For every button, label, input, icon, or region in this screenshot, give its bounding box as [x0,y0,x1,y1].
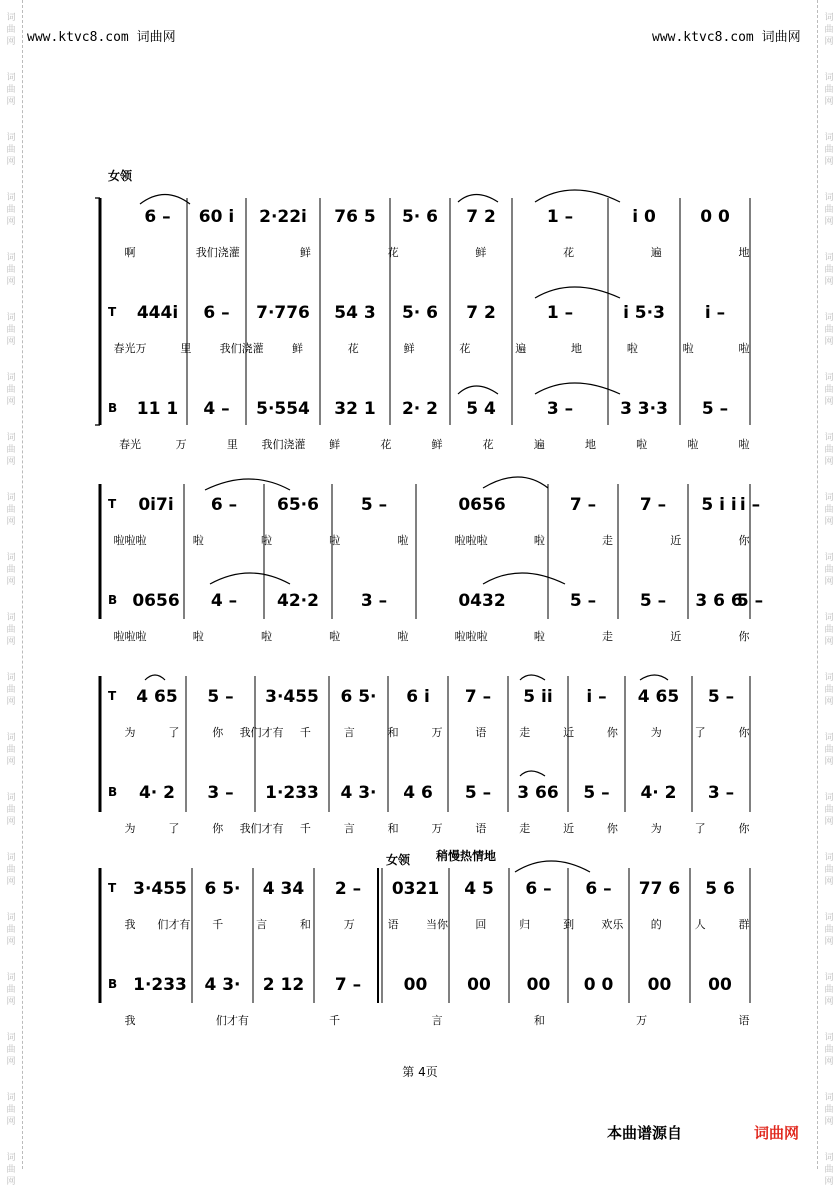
lyric: 鲜 [403,342,415,355]
page-number: 第 4页 [402,1065,438,1079]
lyric: 近 [670,630,682,643]
lyric: 地 [585,438,596,451]
measure-notes: 3 – [707,783,735,803]
lyric: 遍 [533,438,545,451]
watermark-text: 词 曲 网 [824,793,834,827]
watermark-text: 词 曲 网 [824,373,834,407]
measure-notes: 6 – [144,207,171,227]
measure-notes: 3 66 [517,783,559,803]
measure-notes: 4 – [203,399,230,419]
slur [520,771,545,776]
lyric: 啦 [260,534,272,547]
measure-notes: 4· 2 [640,783,677,803]
measure-notes: 6 5· [204,879,241,899]
measure-notes: 65·6 [277,495,319,515]
lyric: 语 [738,1014,750,1027]
measure-notes: 1·233 [265,783,319,803]
measure-notes: 6 – [525,879,552,899]
measure-notes: 3 – [546,399,574,419]
watermark-text: 词 曲 网 [6,913,16,947]
lyric: 到 [563,918,575,931]
lyric: 人 [694,918,706,931]
watermark-text: 词 曲 网 [6,673,16,707]
watermark-text: 词 曲 网 [6,133,16,167]
lyric: 我 [124,1014,136,1027]
lyric: 我们浇灌 [261,438,306,451]
measure-notes: 32 1 [334,399,376,419]
watermark-text: 词 曲 网 [6,793,16,827]
lyric: 语 [387,918,399,931]
part-label: B [108,401,118,415]
lyric: 为 [124,822,136,835]
watermark-text: 词 曲 网 [824,853,834,887]
lyric: 你 [212,822,224,835]
lyric: 啦啦啦 [113,630,147,643]
measure-notes: i – [704,303,726,323]
slur [520,675,545,680]
lyric: 和 [533,1014,545,1027]
measure-notes: 4 5 [464,879,494,899]
lyric: 了 [168,822,180,835]
section-mark: 女领 [108,169,133,183]
watermark-text: 词 曲 网 [824,193,834,227]
measure-notes: 5 – [207,687,234,707]
lyric: 万 [175,438,187,451]
lyric: 回 [475,918,487,931]
measure-notes: 5· 6 [401,207,439,227]
measure-notes: i – [739,495,761,515]
measure-notes: 0 0 [700,207,730,227]
lyric: 为 [650,822,662,835]
lyric: 语 [475,822,487,835]
lyric: 千 [299,726,311,739]
measure-notes: 6 5· [340,687,377,707]
lyric: 地 [738,246,750,259]
measure-notes: 7 – [639,495,667,515]
measure-notes: 00 [647,975,672,995]
slur [140,195,190,205]
watermark-text: 词 曲 网 [824,733,834,767]
lyric: 啦 [738,342,750,355]
lyric: 里 [180,342,192,355]
measure-notes: 4 – [210,591,238,611]
lyric: 里 [226,438,238,451]
measure-notes: 4· 2 [138,783,176,803]
measure-notes: 4 3· [204,975,241,995]
measure-notes: 0321 [391,879,440,899]
watermark-text: 词 曲 网 [824,73,834,107]
lyric: 啦 [192,534,204,547]
slur [483,573,565,584]
lyric: 言 [256,918,268,931]
measure-notes: 5 6 [705,879,735,899]
lyric: 啦 [397,630,409,643]
watermark-text: 词 曲 网 [824,133,834,167]
watermark-text: 词 曲 网 [824,13,834,47]
measure-notes: 5 – [464,783,492,803]
lyric: 和 [387,726,399,739]
lyric: 言 [343,726,355,739]
measure-notes: 4 34 [262,879,305,899]
lyric: 啦 [682,342,694,355]
lyric: 啊 [124,246,136,259]
lyric: 地 [571,342,583,355]
lyric: 为 [124,726,136,739]
measure-notes: 7 – [569,495,597,515]
lyric: 我们浇灌 [195,246,240,259]
watermark-text: 词 曲 网 [6,733,16,767]
lyric: 春光万 [113,342,147,355]
measure-notes: 0656 [458,495,506,515]
measure-notes: 4 6 [403,783,433,803]
measure-notes: 7·776 [256,303,310,323]
lyric: 和 [387,822,399,835]
lyric: 万 [343,918,355,931]
lyric: 你 [606,822,618,835]
measure-notes: 5 ii [523,687,553,707]
lyric: 啦啦啦 [454,534,488,547]
slur [145,675,165,680]
lyric: 言 [343,822,355,835]
measure-notes: 5 – [569,591,597,611]
slur [535,190,620,202]
lyric: 花 [459,342,471,355]
watermark-text: 词 曲 网 [6,73,16,107]
slurs [140,190,668,872]
watermark-text: 词 曲 网 [6,1153,16,1187]
slur [210,573,290,584]
watermark-text: 词 曲 网 [6,973,16,1007]
measure-notes: i 0 [632,207,656,227]
measure-notes: 00 [708,975,732,995]
measure-notes: 76 5 [334,207,376,227]
lyric: 群 [738,918,750,931]
lyric: 啦啦啦 [113,534,147,547]
watermark-text: 词 曲 网 [6,1093,16,1127]
lyric: 你 [738,822,750,835]
lyric: 啦 [329,534,341,547]
lyric: 啦 [626,342,638,355]
lyric: 的 [650,918,662,931]
site-url: www.ktvc8.com [652,30,754,45]
lyric: 走 [519,726,531,739]
measure-notes: 3 – [360,591,388,611]
measure-notes: 7 2 [466,207,496,227]
lyric: 千 [299,822,311,835]
lyric: 千 [212,918,224,931]
watermark-text: 词 曲 网 [824,1033,834,1067]
lyric: 你 [606,726,618,739]
lyric: 言 [431,1014,443,1027]
lyric: 走 [602,534,614,547]
watermark-text: 词 曲 网 [824,673,834,707]
watermark-text: 词 曲 网 [824,313,834,347]
lyric: 花 [563,246,575,259]
lyric: 们才有 [157,918,191,931]
lyric: 啦 [533,534,545,547]
lyric: 你 [212,726,224,739]
lyric: 遍 [650,246,662,259]
lyric: 你 [738,534,750,547]
measure-notes: 5 – [701,399,729,419]
measure-notes: 00 [467,975,491,995]
measure-notes: 4 65 [637,687,680,707]
lyric: 花 [387,246,399,259]
site-name: 词曲网 [136,30,176,45]
lyric: 啦啦啦 [454,630,488,643]
watermark-text: 词 曲 网 [824,253,834,287]
measure-notes: 0656 [132,591,180,611]
measure-notes: 00 [403,975,428,995]
measure-notes: 2 12 [262,975,305,995]
part-label: T [108,305,117,319]
measure-notes: 0 0 [583,975,614,995]
lyric: 和 [299,918,311,931]
measure-notes: 5 – [583,783,610,803]
measure-notes: 3·455 [265,687,319,707]
lyric: 万 [636,1014,648,1027]
part-label: T [108,881,117,895]
measure-notes: 5· 6 [401,303,439,323]
watermark-text: 词 曲 网 [6,253,16,287]
lyric: 鲜 [475,246,487,259]
measure-notes: 3 3·3 [620,399,668,419]
slur [535,383,620,394]
measure-notes: 4 65 [136,687,178,707]
lyric: 当你 [426,918,448,931]
lyric: 啦 [636,438,648,451]
measure-notes: 6 – [203,303,230,323]
measure-notes: 6 i [406,687,430,707]
lyric: 归 [519,918,531,931]
measure-notes: 5 4 [466,399,496,419]
watermark-text: 词 曲 网 [6,553,16,587]
measure-notes: 5 – [639,591,667,611]
measure-notes: i 5·3 [623,303,665,323]
footer-source-label: 本曲谱源自 [607,1124,683,1142]
part-label: T [108,497,117,511]
lyric: 千 [329,1014,341,1027]
lyric: 欢乐 [601,918,624,931]
measure-notes: i – [586,687,607,707]
measure-notes: 7 2 [466,303,496,323]
measure-notes: 5 i i [701,495,737,515]
measure-notes: 5 – [707,687,735,707]
brackets [95,198,100,1003]
measure-notes: 0i7i [138,495,174,515]
lyric: 为 [650,726,662,739]
lyric: 啦 [260,630,272,643]
measure-notes: 5 – [736,591,764,611]
lyric: 我们才有 [239,822,284,835]
measure-notes: 7 – [464,687,492,707]
watermark-text: 词 曲 网 [6,313,16,347]
watermark-text: 词 曲 网 [824,613,834,647]
lyric: 万 [431,726,443,739]
lyric: 鲜 [329,438,341,451]
site-name: 词曲网 [761,30,801,45]
watermark-text: 词 曲 网 [6,1033,16,1067]
lyric: 走 [519,822,531,835]
measure-notes: 3 6 6 [695,591,743,611]
watermark-text: 词 曲 网 [6,193,16,227]
measure-notes: 77 6 [638,879,681,899]
slur [515,861,590,872]
lyric: 我们浇灌 [219,342,264,355]
part-label: B [108,977,118,991]
lyric: 啦 [329,630,341,643]
lyric: 们才有 [215,1014,249,1027]
part-label: B [108,785,118,799]
measure-notes: 2 – [334,879,362,899]
measure-notes: 2·22i [259,207,307,227]
measure-notes: 6 – [585,879,612,899]
lyric: 花 [380,438,392,451]
slur [458,195,498,203]
measure-notes: 4 3· [340,783,377,803]
lyric: 你 [738,726,750,739]
lyric: 近 [670,534,682,547]
watermark-text: 词 曲 网 [6,493,16,527]
slur [205,479,290,490]
lyric: 鲜 [299,246,311,259]
part-label: T [108,689,117,703]
lyric: 走 [602,630,614,643]
measure-notes: 1·233 [133,975,187,995]
slur [483,477,548,488]
watermark-text: 词 曲 网 [6,853,16,887]
measure-notes: 3·455 [133,879,187,899]
measure-notes: 60 i [198,207,235,227]
watermark-text: 词 曲 网 [6,373,16,407]
measure-notes: 6 – [210,495,238,515]
section-mark: 稍慢热情地 [436,849,497,863]
lyric: 语 [475,726,487,739]
measure-notes: 1 – [546,207,574,227]
lyric: 啦 [533,630,545,643]
lyric: 春光 [119,438,141,451]
measure-notes: 5·554 [256,399,310,419]
watermark-text: 词 曲 网 [824,553,834,587]
lyric: 花 [482,438,494,451]
lyric: 鲜 [431,438,443,451]
lyric: 啦 [738,438,750,451]
slur [640,675,668,680]
watermark-text: 词 曲 网 [824,493,834,527]
lyric: 啦 [687,438,699,451]
lyric: 近 [563,822,575,835]
lyric: 鲜 [291,342,303,355]
lyric: 啦 [397,534,409,547]
watermark-text: 词 曲 网 [6,13,16,47]
watermark-text: 词 曲 网 [6,613,16,647]
watermark-text: 词 曲 网 [824,433,834,467]
measure-notes: 2· 2 [401,399,439,419]
watermark-text: 词 曲 网 [824,1093,834,1127]
measure-notes: 5 – [360,495,388,515]
measure-notes: 3 – [207,783,234,803]
watermark-text: 词 曲 网 [824,913,834,947]
section-mark: 女领 [386,853,411,867]
measure-notes: 00 [526,975,551,995]
site-url: www.ktvc8.com [27,30,129,45]
lyric: 啦 [192,630,204,643]
footer-brand: 词曲网 [754,1124,800,1142]
measure-notes: 1 – [546,303,574,323]
lyric: 了 [168,726,180,739]
measure-notes: 444i [136,303,179,323]
lyric: 我们才有 [239,726,284,739]
watermark-text: 词 曲 网 [6,433,16,467]
lyric: 遍 [515,342,527,355]
measure-notes: 11 1 [136,399,179,419]
measure-notes: 7 – [334,975,362,995]
watermark-text: 词 曲 网 [824,973,834,1007]
watermark-text: 词 曲 网 [824,1153,834,1187]
measure-notes: 42·2 [277,591,319,611]
slur [458,386,498,394]
lyric: 近 [563,726,575,739]
lyric: 万 [431,822,443,835]
lyric: 我 [124,918,136,931]
part-label: B [108,593,118,607]
lyric: 你 [738,630,750,643]
lyric: 了 [694,726,706,739]
lyric: 花 [347,342,359,355]
measure-notes: 54 3 [334,303,376,323]
measure-notes: 0432 [458,591,506,611]
lyric: 了 [694,822,706,835]
slur [535,287,620,298]
